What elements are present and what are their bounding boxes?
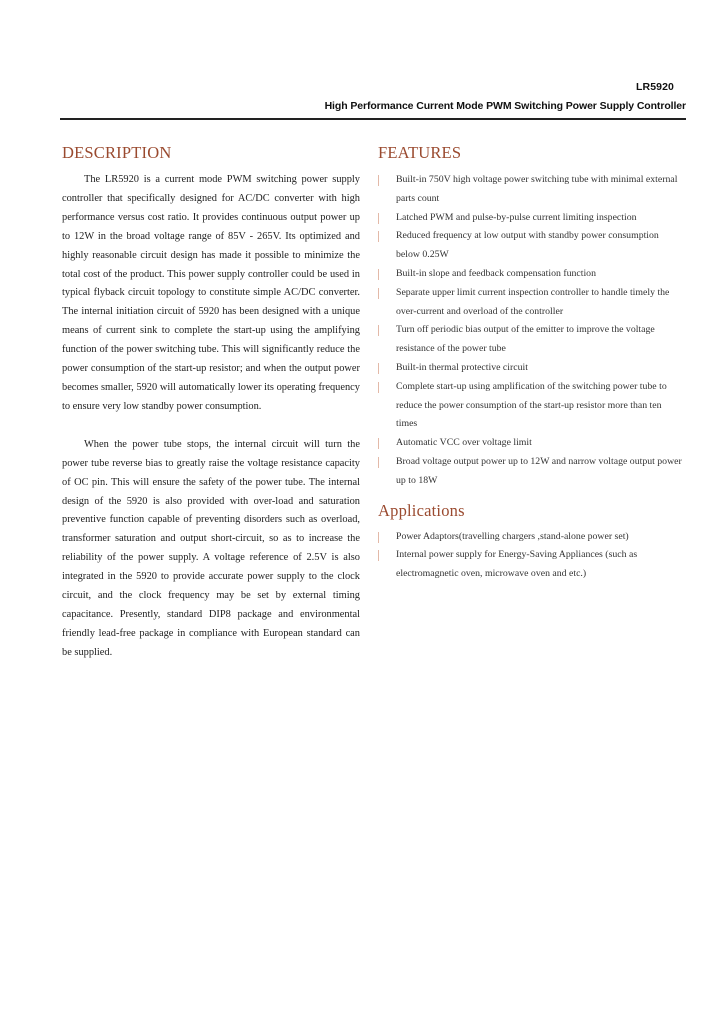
bullet-mark: [378, 532, 379, 543]
feature-item: Separate upper limit current inspection controller to handle timely the over-current and overload of the controller: [378, 284, 684, 322]
feature-item: Latched PWM and pulse-by-pulse current limiting inspection: [378, 209, 684, 228]
document-title: High Performance Current Mode PWM Switching Power Supply Controller: [324, 100, 686, 112]
bullet-mark: [378, 288, 379, 299]
applications-heading: Applications: [378, 500, 465, 520]
bullet-mark: [378, 550, 379, 561]
bullet-mark: [378, 175, 379, 186]
features-list: [378, 171, 684, 491]
feature-item: Reduced frequency at low output with standby power consumption below 0.25W: [378, 227, 684, 265]
part-code: LR5920: [636, 81, 674, 93]
description-heading: DESCRIPTION: [62, 143, 172, 162]
description-paragraph-2: When the power tube stops, the internal circuit will turn the power tube reverse bias to greatly raise the voltage resistance capacity of OC pin. This will ensure the safety of the power tube. The internal design of the 5920 is also provided with over-load and saturation preventive function capable of preventing disorders such as overload, transformer saturation and output short-circuit, so as to increase the reliability of the power supply. A voltage reference of 2.5V is also integrated in the 5920 to provide accurate power supply to the clock circuit, and the clock frequency may be set by external timing capacitance. Presently, standard DIP8 package and environmental friendly lead-free package in compliance with European standard can be supplied.: [62, 438, 360, 658]
feature-item: Complete start-up using amplification of the switching power tube to reduce the power consumption of the start-up resistor more than ten times: [378, 378, 684, 434]
bullet-mark: [378, 213, 379, 224]
feature-item: Automatic VCC over voltage limit: [378, 434, 684, 453]
description-column: [62, 143, 360, 663]
bullet-mark: [378, 382, 379, 393]
bullet-mark: [378, 457, 379, 468]
bullet-mark: [378, 438, 379, 449]
bullet-mark: [378, 231, 379, 242]
features-heading: FEATURES: [378, 143, 462, 162]
feature-item: Built-in 750V high voltage power switching tube with minimal external parts count: [378, 171, 684, 209]
features-column: [378, 143, 684, 584]
applications-list: [378, 528, 684, 584]
feature-item: Built-in thermal protective circuit: [378, 359, 684, 378]
bullet-mark: [378, 269, 379, 280]
bullet-mark: [378, 325, 379, 336]
application-item: Internal power supply for Energy-Saving Appliances (such as electromagnetic oven, microwave oven and etc.): [378, 546, 684, 584]
description-paragraph-1: The LR5920 is a current mode PWM switching power supply controller that specifically designed for AC/DC converter with high performance versus cost ratio. It provides continuous output power up to 12W in the broad voltage range of 85V - 265V. Its optimized and highly reasonable circuit design has made it possible to minimize the total cost of the product. This power supply controller could be used in typical flyback circuit topology to constitute simple AC/DC converter. The internal initiation circuit of 5920 has been designed with a unique means of current sink to complete the start-up using the amplifying function of the power switching tube. This will significantly reduce the power consumption of the start-up resistor; and when the output power becomes smaller, 5920 will automatically lower its operating frequency to ensure very low standby power consumption.: [62, 174, 360, 412]
feature-item: Broad voltage output power up to 12W and narrow voltage output power up to 18W: [378, 453, 684, 491]
application-item: Power Adaptors(travelling chargers ,stand-alone power set): [378, 528, 684, 547]
header-divider: [60, 118, 686, 120]
feature-item: Built-in slope and feedback compensation function: [378, 265, 684, 284]
feature-item: Turn off periodic bias output of the emitter to improve the voltage resistance of the power tube: [378, 321, 684, 359]
bullet-mark: [378, 363, 379, 374]
